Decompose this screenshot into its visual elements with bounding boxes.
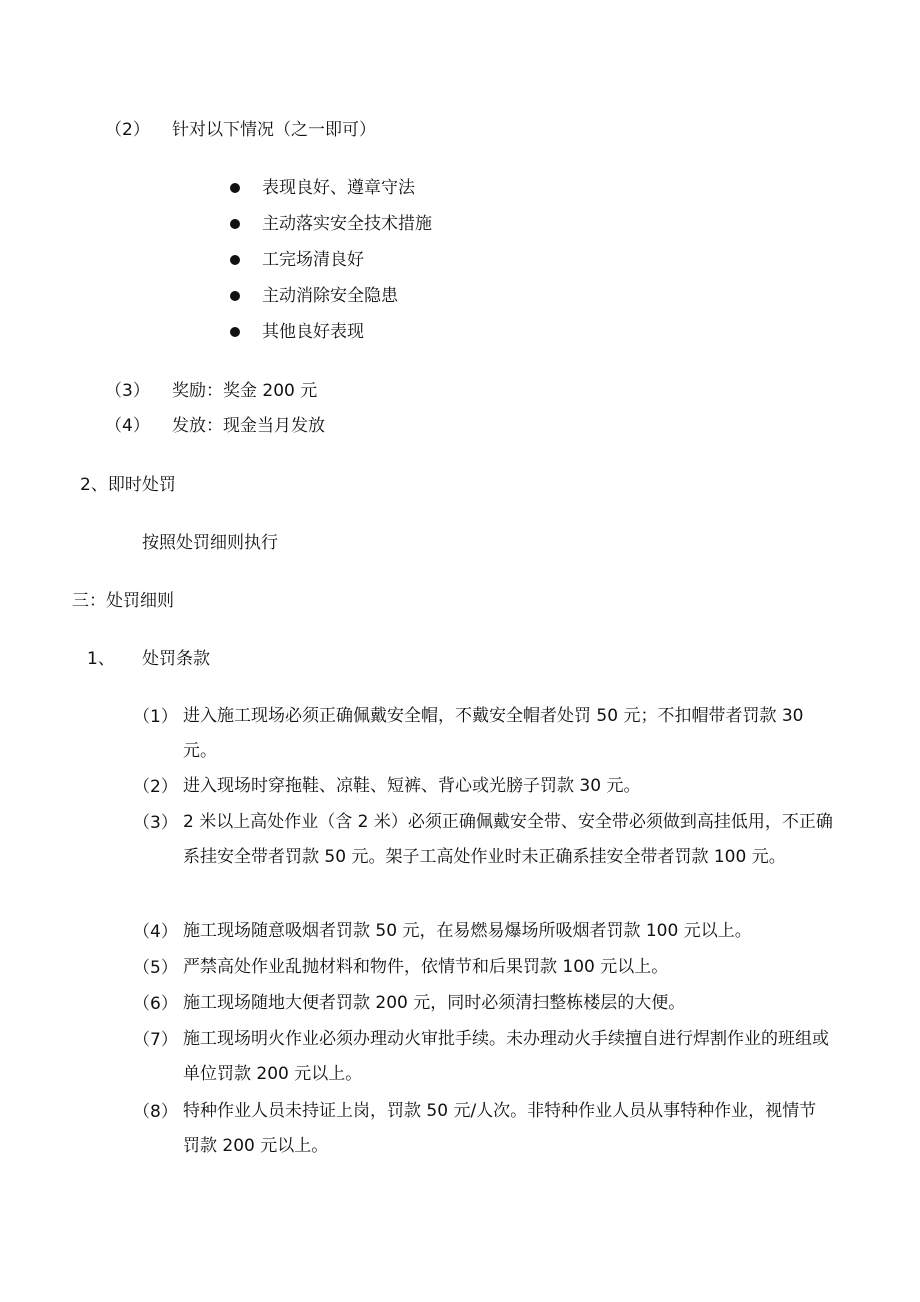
item-text: 针对以下情况（之一即可） (172, 120, 376, 140)
bullet-icon (230, 291, 240, 301)
section-heading: 2、即时处罚 (80, 475, 176, 495)
bullet-icon (230, 255, 240, 265)
penalty-text: 进入施工现场必须正确佩戴安全帽，不戴安全帽者处罚 50 元；不扣帽带者罚款 30 元。 (183, 706, 804, 761)
penalty-text: 施工现场明火作业必须办理动火审批手续。未办理动火手续擅自进行焊割作业的班组或单位罚款 200 元以上。 (183, 1029, 829, 1084)
penalty-text: 施工现场随地大便者罚款 200 元，同时必须清扫整栋楼层的大便。 (183, 993, 686, 1013)
penalty-number: （5） (133, 958, 178, 978)
penalty-text: 2 米以上高处作业（含 2 米）必须正确佩戴安全带、安全带必须做到高挂低用，不正确系挂安全带者罚款 50 元。架子工高处作业时未正确系挂安全带者罚款 100 元。 (183, 812, 833, 867)
bullet-icon (230, 183, 240, 193)
section-heading: 三：处罚细则 (72, 591, 174, 611)
penalty-number: （3） (133, 813, 178, 833)
penalty-number: （2） (133, 777, 178, 797)
item-number: （2） (105, 120, 150, 140)
section-body: 按照处罚细则执行 (142, 533, 278, 553)
bullet-icon (230, 219, 240, 229)
bullet-icon (230, 327, 240, 337)
penalty-number: （8） (133, 1102, 178, 1122)
penalty-text: 严禁高处作业乱抛材料和物件，依情节和后果罚款 100 元以上。 (183, 957, 669, 977)
item-number: （3） (105, 381, 150, 401)
penalty-number: （6） (133, 994, 178, 1014)
penalty-text: 特种作业人员未持证上岗，罚款 50 元/人次。非特种作业人员从事特种作业，视情节罚款 200 元以上。 (183, 1101, 817, 1156)
penalty-number: （1） (133, 707, 178, 727)
subsection-title: 处罚条款 (142, 649, 210, 669)
penalty-number: （4） (133, 922, 178, 942)
bullet-text: 主动消除安全隐患 (262, 286, 398, 306)
penalty-text: 进入现场时穿拖鞋、凉鞋、短裤、背心或光膀子罚款 30 元。 (183, 776, 641, 796)
penalty-text: 施工现场随意吸烟者罚款 50 元，在易燃易爆场所吸烟者罚款 100 元以上。 (183, 921, 752, 941)
bullet-text: 工完场清良好 (262, 250, 364, 270)
item-text: 发放：现金当月发放 (172, 416, 325, 436)
penalty-number: （7） (133, 1030, 178, 1050)
bullet-text: 表现良好、遵章守法 (262, 178, 415, 198)
item-number: （4） (105, 416, 150, 436)
subsection-number: 1、 (87, 649, 115, 669)
item-text: 奖励：奖金 200 元 (172, 381, 318, 401)
bullet-text: 主动落实安全技术措施 (262, 214, 432, 234)
bullet-text: 其他良好表现 (262, 322, 364, 342)
